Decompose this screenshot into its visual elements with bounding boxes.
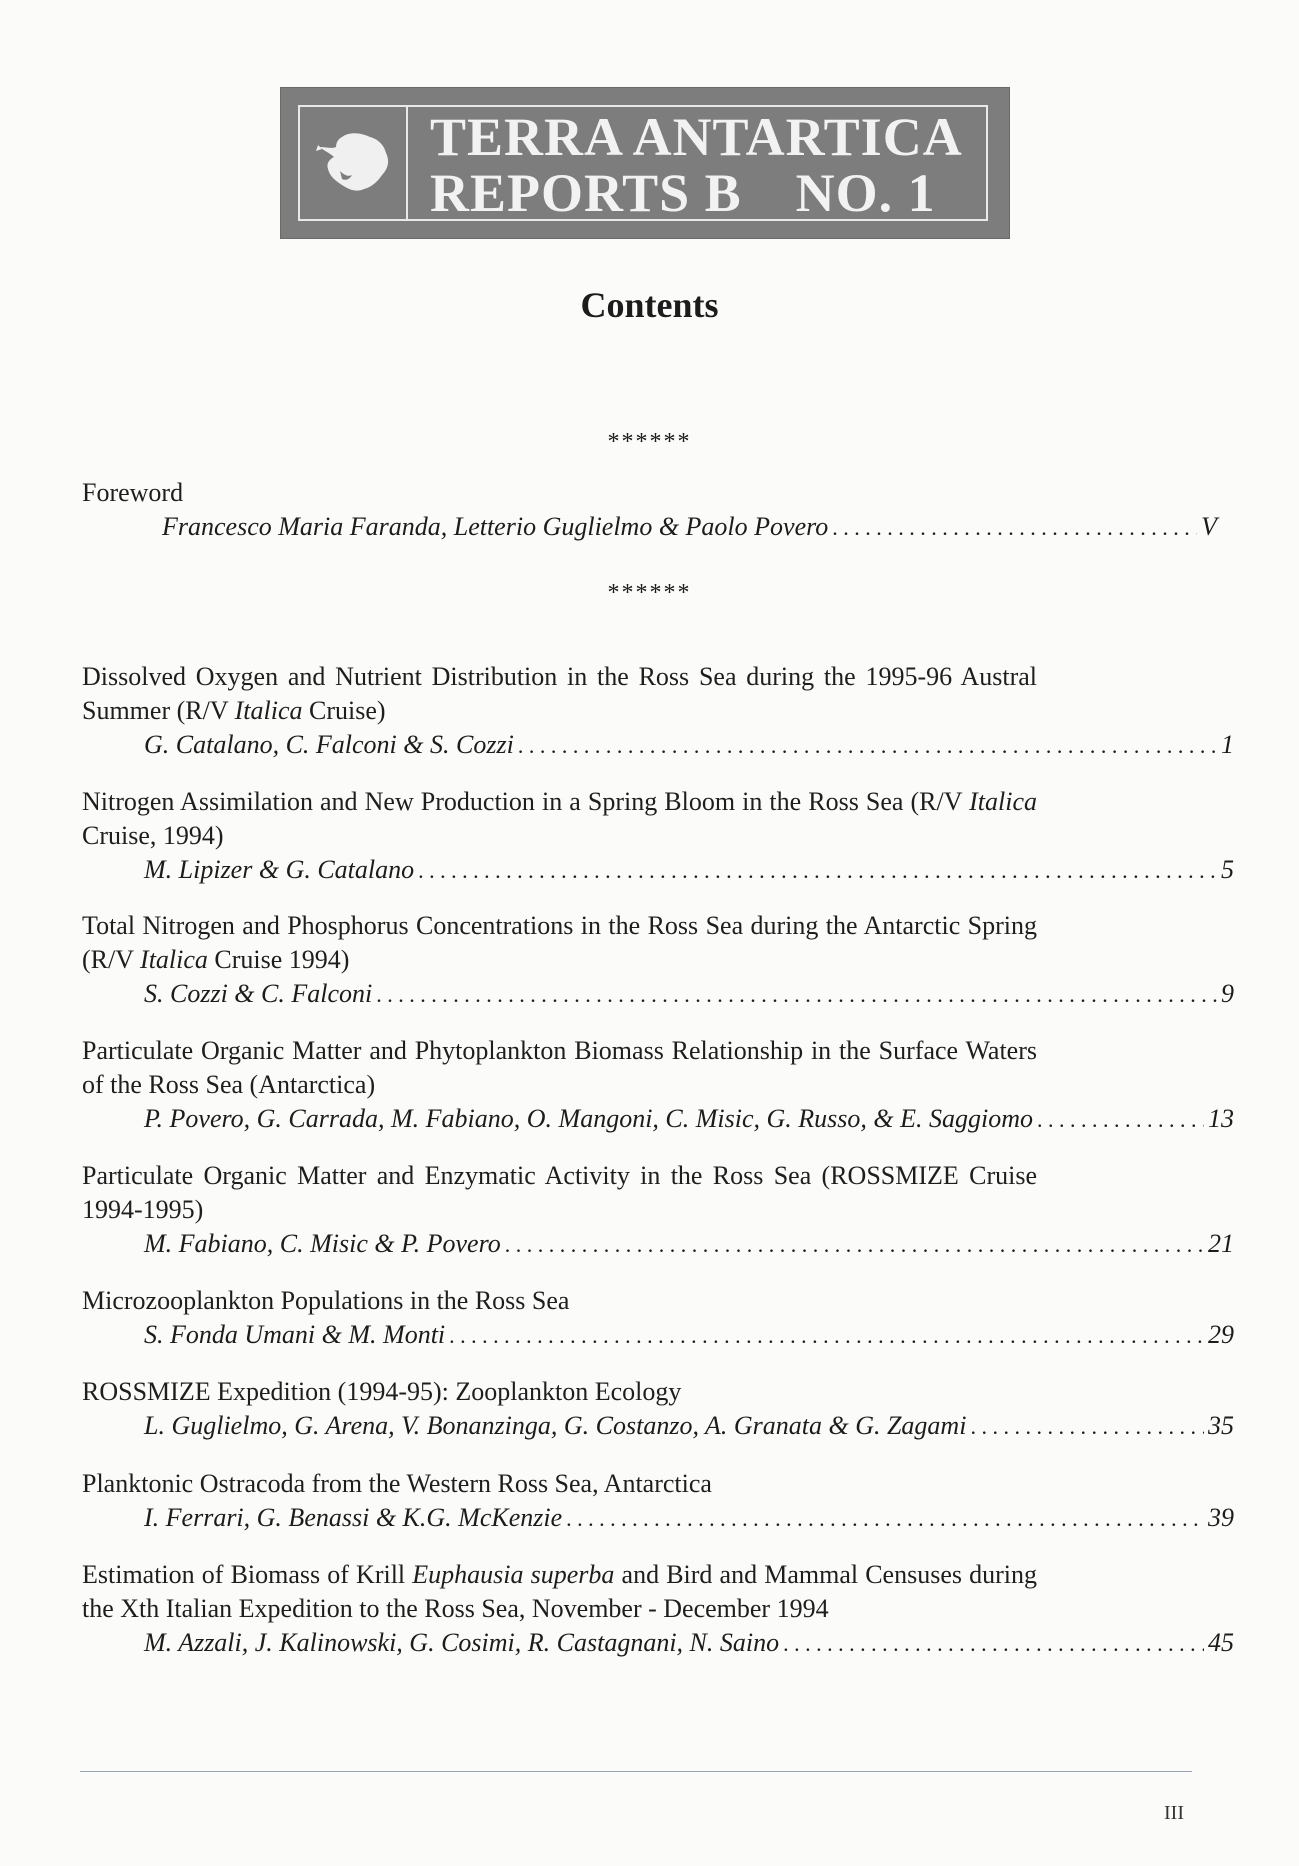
entry-authors: S. Fonda Umani & M. Monti — [144, 1320, 446, 1349]
entry-title-text: Particulate Organic Matter and Enzymatic Activity in the Ross Sea (ROSSMIZE Cruise 1994-1995) — [82, 1161, 1037, 1224]
entry-title-text: Cruise) — [302, 696, 386, 725]
entry-page: 5 — [1221, 855, 1234, 884]
entry-author-line — [144, 977, 1234, 1012]
page-title: Contents — [580, 285, 719, 325]
entry-title — [82, 909, 1037, 977]
toc-entry — [82, 1375, 1234, 1444]
toc-entry — [82, 1284, 1234, 1353]
banner-number: NO. 1 — [795, 163, 936, 223]
entry-title-italic: Italica — [969, 787, 1037, 816]
entry-page: 35 — [1208, 1411, 1234, 1440]
entry-page: 13 — [1208, 1104, 1234, 1133]
leader-dots — [970, 1410, 1204, 1444]
foreword-page: V — [1201, 512, 1217, 541]
banner-icon-box — [300, 107, 408, 219]
leader-dots — [1037, 1103, 1204, 1137]
toc-entry — [82, 1467, 1234, 1536]
entry-author-line — [144, 853, 1234, 888]
entry-author-line — [144, 1102, 1234, 1137]
entry-authors: M. Fabiano, C. Misic & P. Povero — [144, 1229, 501, 1258]
entry-title — [82, 1159, 1037, 1227]
entry-title — [82, 660, 1037, 728]
entry-page: 9 — [1221, 979, 1234, 1008]
entry-authors: P. Povero, G. Carrada, M. Fabiano, O. Mangoni, C. Misic, G. Russo, & E. Saggiomo — [144, 1104, 1034, 1133]
entry-authors: M. Lipizer & G. Catalano — [144, 855, 415, 884]
leader-dots — [832, 511, 1197, 545]
antarctica-map-icon — [312, 123, 396, 203]
foreword-author-line — [162, 510, 1217, 545]
leader-dots — [449, 1319, 1204, 1353]
entry-author-line — [144, 1501, 1234, 1536]
entry-author-line — [144, 1318, 1234, 1353]
entry-authors: G. Catalano, C. Falconi & S. Cozzi — [144, 730, 514, 759]
entry-title-text: Microzooplankton Populations in the Ross Sea — [82, 1286, 570, 1315]
series-banner — [280, 87, 1010, 239]
entry-title-text: Nitrogen Assimilation and New Production in a Spring Bloom in the Ross Sea (R/V — [82, 787, 970, 816]
entry-title — [82, 1375, 1037, 1409]
entry-title-italic: Italica — [140, 945, 208, 974]
entry-page: 39 — [1208, 1503, 1234, 1532]
banner-title-line1: TERRA ANTARTICA — [430, 107, 963, 167]
entry-title-text: and Bird and Mammal Censuses during the Xth Italian Expedition to the Ross Sea, November - December 1994 — [82, 1560, 1037, 1623]
entry-title — [82, 785, 1037, 853]
entry-title-text: Estimation of Biomass of Krill — [82, 1560, 413, 1589]
entry-page: 29 — [1208, 1320, 1234, 1349]
foreword-authors: Francesco Maria Faranda, Letterio Guglielmo & Paolo Povero — [162, 512, 829, 541]
entry-title-text: Particulate Organic Matter and Phytoplankton Biomass Relationship in the Surface Waters of the Ross Sea (Antarctica) — [82, 1036, 1037, 1099]
leader-dots — [376, 978, 1217, 1012]
entry-author-line — [144, 1626, 1234, 1661]
entry-title — [82, 1558, 1037, 1626]
toc-entry — [82, 1558, 1234, 1661]
entry-title-text: Planktonic Ostracoda from the Western Ross Sea, Antarctica — [82, 1469, 712, 1498]
entry-authors: M. Azzali, J. Kalinowski, G. Cosimi, R. Castagnani, N. Saino — [144, 1628, 780, 1657]
leader-dots — [566, 1502, 1204, 1536]
banner-series: REPORTS B — [430, 163, 742, 223]
page-number: III — [1164, 1802, 1184, 1824]
entry-title-text: Dissolved Oxygen and Nutrient Distribution in the Ross Sea during the 1995-96 Austral Summer (R/V — [82, 662, 1037, 725]
separator-bottom: ****** — [607, 580, 692, 606]
entry-title — [82, 1467, 1037, 1501]
banner-frame — [298, 105, 988, 221]
entry-page: 45 — [1208, 1628, 1234, 1657]
entry-page: 21 — [1208, 1229, 1234, 1258]
entry-authors: I. Ferrari, G. Benassi & K.G. McKenzie — [144, 1503, 563, 1532]
banner-title-line2 — [430, 165, 936, 221]
entry-author-line — [144, 1409, 1234, 1444]
entry-title-text: Cruise 1994) — [207, 945, 350, 974]
separator-top: ****** — [607, 429, 692, 455]
leader-dots — [783, 1627, 1204, 1661]
leader-dots — [518, 729, 1217, 763]
toc-entry — [82, 660, 1234, 763]
toc-entry — [82, 1159, 1234, 1262]
entry-title-text: ROSSMIZE Expedition (1994-95): Zooplankton Ecology — [82, 1377, 682, 1406]
leader-dots — [505, 1228, 1204, 1262]
footer-rule — [80, 1771, 1192, 1772]
toc-entry — [82, 909, 1234, 1012]
entry-author-line — [144, 1227, 1234, 1262]
entry-title-text: Total Nitrogen and Phosphorus Concentrations in the Ross Sea during the Antarctic Spring (R/V — [82, 911, 1037, 974]
entry-authors: S. Cozzi & C. Falconi — [144, 979, 373, 1008]
foreword-entry — [82, 476, 1217, 545]
entry-authors: L. Guglielmo, G. Arena, V. Bonanzinga, G. Costanzo, A. Granata & G. Zagami — [144, 1411, 967, 1440]
entry-title-italic: Italica — [234, 696, 303, 725]
entry-title-italic: Euphausia superba — [412, 1560, 615, 1589]
foreword-title: Foreword — [82, 478, 184, 507]
toc-entry — [82, 1034, 1234, 1137]
toc-entry — [82, 785, 1234, 888]
entry-author-line — [144, 728, 1234, 763]
leader-dots — [418, 854, 1217, 888]
entry-title — [82, 1284, 1037, 1318]
entry-title-text: Cruise, 1994) — [82, 821, 224, 850]
entry-title — [82, 1034, 1037, 1102]
entry-page: 1 — [1221, 730, 1234, 759]
